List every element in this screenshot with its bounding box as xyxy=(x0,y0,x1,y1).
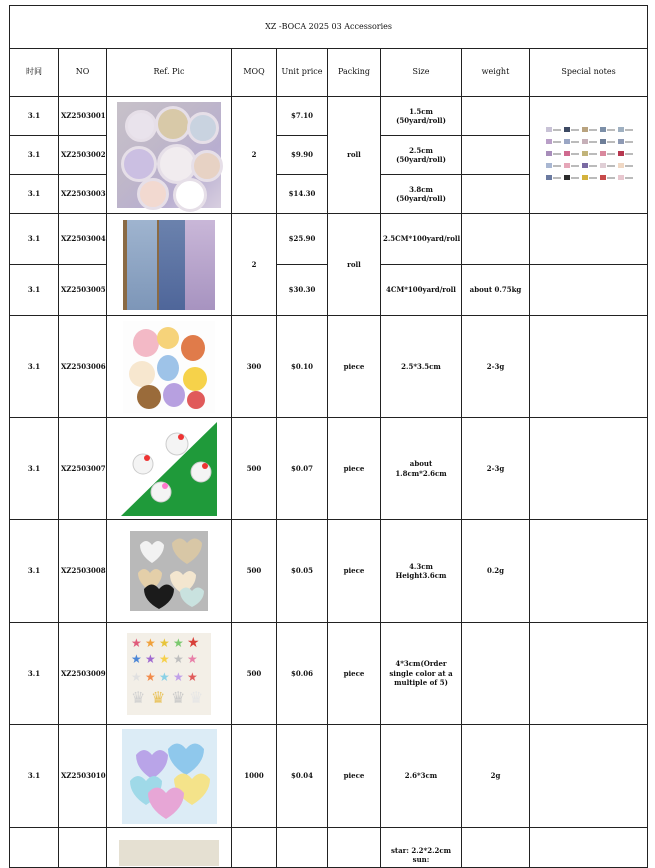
cell-no: XZ2503001 xyxy=(59,97,107,136)
cell-time: 3.1 xyxy=(10,97,59,136)
cell-notes xyxy=(530,214,648,265)
table-row xyxy=(10,520,648,623)
cell-price: $7.10 xyxy=(277,97,328,136)
cell-packing: roll xyxy=(328,97,381,214)
cell-no xyxy=(59,828,107,868)
ref-pic-ribbons xyxy=(107,97,232,214)
ref-pic-hearts xyxy=(107,520,232,623)
svg-text:★: ★ xyxy=(173,669,184,684)
cell-weight xyxy=(462,828,530,868)
cell-weight xyxy=(462,136,530,175)
svg-text:★: ★ xyxy=(131,651,142,666)
cell-size: 4CM*100yard/roll xyxy=(381,265,462,316)
table-row xyxy=(10,316,648,418)
table-row xyxy=(10,97,648,136)
cell-no: XZ2503004 xyxy=(59,214,107,265)
table-row xyxy=(10,214,648,265)
ref-pic-animals xyxy=(107,316,232,418)
svg-text:♛: ♛ xyxy=(189,687,204,707)
cell-notes xyxy=(530,265,648,316)
cell-notes xyxy=(530,418,648,520)
svg-text:★: ★ xyxy=(145,635,156,650)
cell-moq: 300 xyxy=(232,316,277,418)
cell-weight xyxy=(462,214,530,265)
cell-size: 1.5cm (50yard/roll) xyxy=(381,97,462,136)
cell-price: $0.07 xyxy=(277,418,328,520)
cell-moq: 2 xyxy=(232,97,277,214)
cell-weight xyxy=(462,623,530,725)
svg-text:★: ★ xyxy=(173,635,184,650)
star-sun-image xyxy=(119,840,219,866)
cell-weight: 2-3g xyxy=(462,316,530,418)
cell-price xyxy=(277,828,328,868)
svg-text:★: ★ xyxy=(187,634,200,651)
cell-notes xyxy=(530,520,648,623)
cell-price: $30.30 xyxy=(277,265,328,316)
svg-text:♛: ♛ xyxy=(171,687,186,707)
iridescent-drawing xyxy=(122,729,217,824)
puffy-hearts-image xyxy=(130,531,208,611)
cell-packing: piece xyxy=(328,520,381,623)
cell-time: 3.1 xyxy=(10,520,59,623)
hearts-drawing xyxy=(130,531,208,611)
cell-packing: piece xyxy=(328,316,381,418)
cell-notes xyxy=(530,725,648,828)
cell-time: 3.1 xyxy=(10,136,59,175)
stars-drawing xyxy=(127,633,211,715)
cell-time: 3.1 xyxy=(10,316,59,418)
cell-moq: 500 xyxy=(232,520,277,623)
cell-size: about 1.8cm*2.6cm xyxy=(381,418,462,520)
cell-no: XZ2503009 xyxy=(59,623,107,725)
cell-size: 4.3cm Height3.6cm xyxy=(381,520,462,623)
svg-text:★: ★ xyxy=(187,651,198,666)
cell-size: 2.5cm (50yard/roll) xyxy=(381,136,462,175)
ref-pic-star-sun xyxy=(107,828,232,868)
header-unit-price: Unit price xyxy=(277,49,328,97)
cell-price: $9.90 xyxy=(277,136,328,175)
animal-charms-image xyxy=(123,321,215,413)
cell-packing: roll xyxy=(328,214,381,316)
header-no: NO xyxy=(59,49,107,97)
cell-size: 2.5CM*100yard/roll xyxy=(381,214,462,265)
svg-text:★: ★ xyxy=(159,651,170,666)
cell-time: 3.1 xyxy=(10,214,59,265)
header-time: 时间 xyxy=(10,49,59,97)
cell-weight xyxy=(462,175,530,214)
svg-text:♛: ♛ xyxy=(151,687,166,707)
cell-packing xyxy=(328,828,381,868)
header-size: Size xyxy=(381,49,462,97)
cell-size: star: 2.2*2.2cm sun: xyxy=(381,828,462,868)
cell-weight: 2-3g xyxy=(462,418,530,520)
svg-text:★: ★ xyxy=(145,651,156,666)
cell-no: XZ2503010 xyxy=(59,725,107,828)
cell-moq: 500 xyxy=(232,418,277,520)
accessories-table xyxy=(9,5,648,868)
cell-moq: 1000 xyxy=(232,725,277,828)
cell-moq: 2 xyxy=(232,214,277,316)
cell-price: $0.10 xyxy=(277,316,328,418)
cell-time: 3.1 xyxy=(10,265,59,316)
svg-text:★: ★ xyxy=(145,669,156,684)
color-chart-image xyxy=(544,125,634,185)
cell-time: 3.1 xyxy=(10,175,59,214)
cell-size: 2.5*3.5cm xyxy=(381,316,462,418)
cell-size: 4*3cm(Order single color at a multiple of 5) xyxy=(381,623,462,725)
svg-text:★: ★ xyxy=(187,669,198,684)
cell-price: $0.05 xyxy=(277,520,328,623)
ref-pic-lace xyxy=(107,214,232,316)
cell-no: XZ2503002 xyxy=(59,136,107,175)
cell-notes xyxy=(530,623,648,725)
cell-time: 3.1 xyxy=(10,418,59,520)
cell-time: 3.1 xyxy=(10,725,59,828)
star-crown-charms-image xyxy=(127,633,211,715)
cell-packing: piece xyxy=(328,418,381,520)
cell-price: $0.04 xyxy=(277,725,328,828)
svg-text:♛: ♛ xyxy=(131,687,146,707)
cell-moq xyxy=(232,828,277,868)
svg-text:★: ★ xyxy=(159,669,170,684)
cell-notes xyxy=(530,828,648,868)
header-packing: Packing xyxy=(328,49,381,97)
cell-no: XZ2503008 xyxy=(59,520,107,623)
header-special-notes: Special notes xyxy=(530,49,648,97)
cell-notes xyxy=(530,316,648,418)
cell-price: $0.06 xyxy=(277,623,328,725)
cell-time xyxy=(10,828,59,868)
header-ref-pic: Ref. Pic xyxy=(107,49,232,97)
header-moq: MOQ xyxy=(232,49,277,97)
header-weight: weight xyxy=(462,49,530,97)
cell-no: XZ2503005 xyxy=(59,265,107,316)
svg-text:★: ★ xyxy=(173,651,184,666)
svg-text:★: ★ xyxy=(131,669,142,684)
kitty-background xyxy=(121,422,217,516)
cell-no: XZ2503006 xyxy=(59,316,107,418)
cell-weight: 0.2g xyxy=(462,520,530,623)
cell-weight: about 0.75kg xyxy=(462,265,530,316)
svg-text:★: ★ xyxy=(159,635,170,650)
cell-packing: piece xyxy=(328,725,381,828)
cell-size: 3.8cm (50yard/roll) xyxy=(381,175,462,214)
cell-time: 3.1 xyxy=(10,623,59,725)
iridescent-hearts-image xyxy=(122,729,217,824)
table-row xyxy=(10,725,648,828)
cell-weight xyxy=(462,97,530,136)
table-row xyxy=(10,623,648,725)
table-row xyxy=(10,828,648,868)
cell-price: $25.90 xyxy=(277,214,328,265)
table-title: XZ -BOCA 2025 03 Accessories xyxy=(10,6,648,49)
cell-moq: 500 xyxy=(232,623,277,725)
ribbon-rolls-image xyxy=(117,102,221,208)
cell-packing: piece xyxy=(328,623,381,725)
ref-pic-kitty xyxy=(107,418,232,520)
special-notes-cell xyxy=(530,97,648,214)
kitty-charms-image xyxy=(121,422,217,516)
svg-text:★: ★ xyxy=(131,635,142,650)
ref-pic-iridescent xyxy=(107,725,232,828)
cell-price: $14.30 xyxy=(277,175,328,214)
cell-no: XZ2503003 xyxy=(59,175,107,214)
lace-ribbon-image xyxy=(123,220,215,310)
table-row xyxy=(10,418,648,520)
ref-pic-stars xyxy=(107,623,232,725)
cell-no: XZ2503007 xyxy=(59,418,107,520)
cell-weight: 2g xyxy=(462,725,530,828)
cell-size: 2.6*3cm xyxy=(381,725,462,828)
